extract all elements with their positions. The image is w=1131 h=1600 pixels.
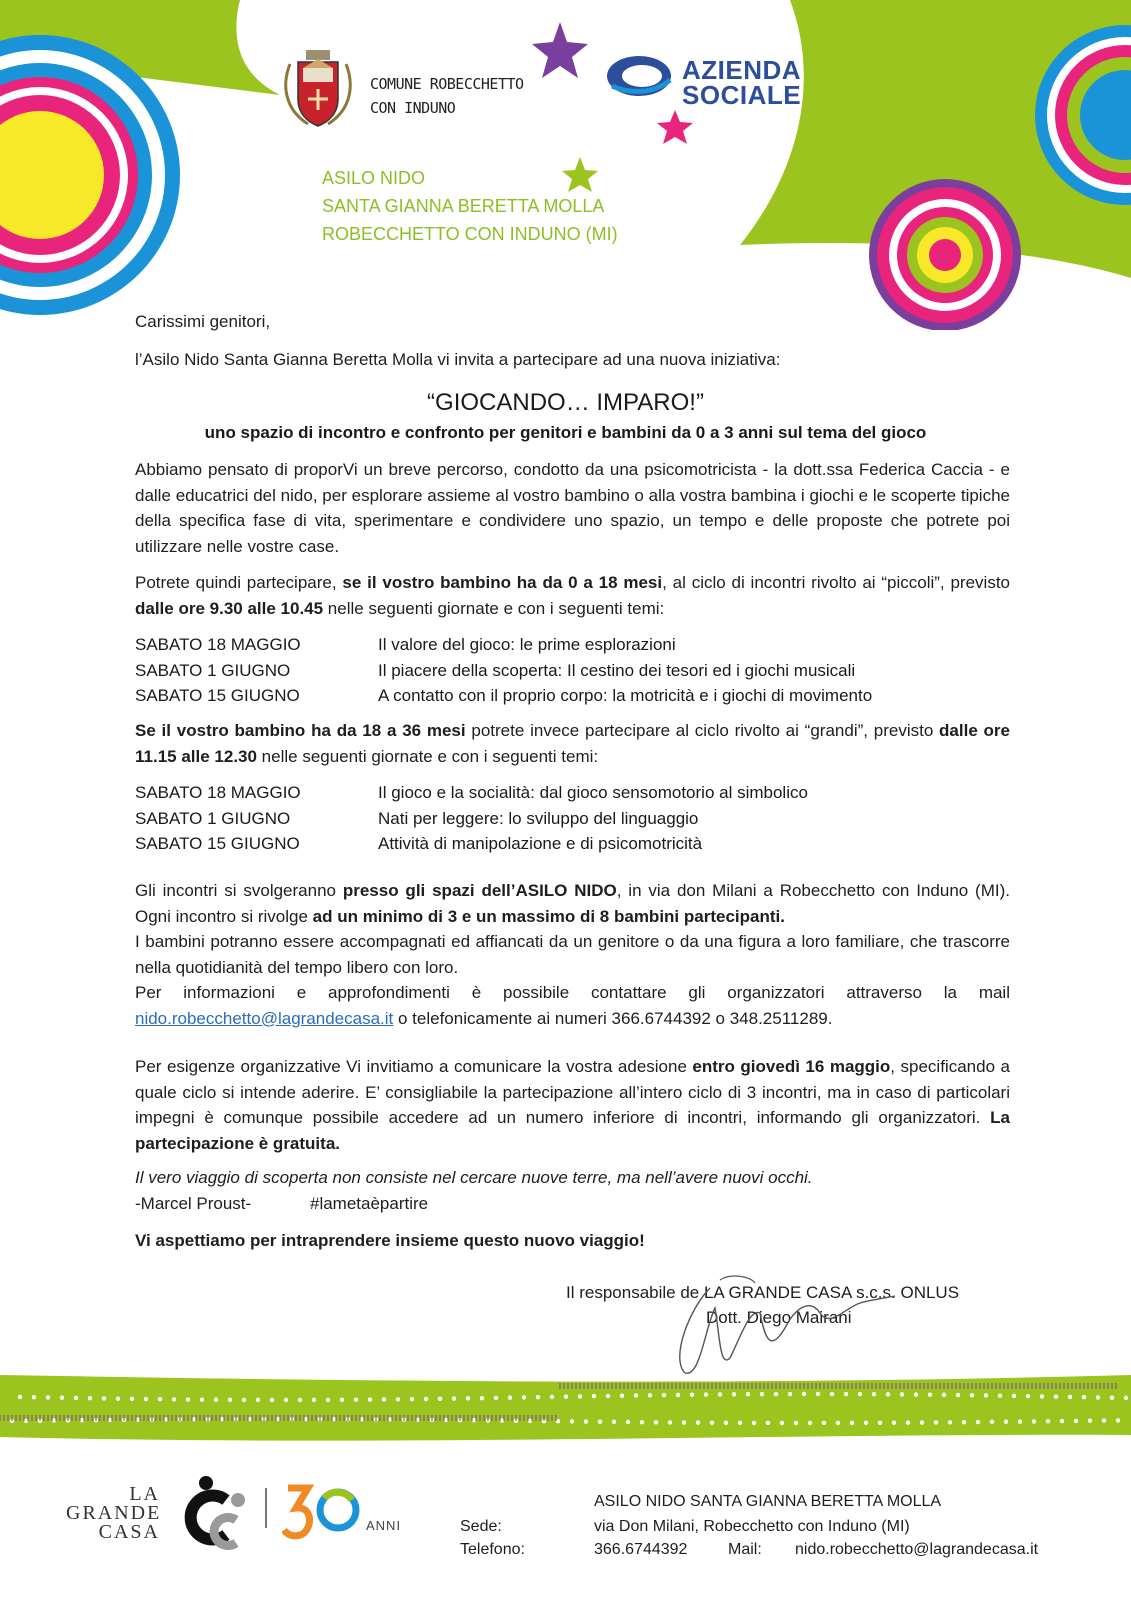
signature-line1: Il responsabile de LA GRANDE CASA s.c.s. ONLUS (566, 1283, 960, 1302)
asilo-title-line: ASILO NIDO (322, 168, 426, 188)
schedule-row: SABATO 1 GIUGNO Il piacere della scoperta: Il cestino dei tesori ed i giochi musicali (135, 660, 856, 680)
footer-org-name: ASILO NIDO SANTA GIANNA BERETTA MOLLA (594, 1493, 942, 1510)
hashtag: #lametaèpartire (310, 1194, 429, 1213)
magenta-star-icon (657, 110, 693, 144)
paragraph-registration: Per esigenze organizzative Vi invitiamo a comunicare la vostra adesione entro giovedì 16 maggio, specificando a quale ciclo si intende aderire. E’ consigliabile la partecipazione all’intero ciclo di 3 incontri, ma in caso di particolari impegni è comunque possibile accedere ad un numero inferiore di incontri, informando gli organizzatori. La partecipazione è gratuita. (135, 1057, 1010, 1153)
comune-crest-logo (278, 44, 358, 134)
azienda-sociale-name: AZIENDA SOCIALE (682, 55, 802, 110)
anni-label: ANNI (366, 1518, 402, 1533)
azienda-sociale-logo-icon (604, 50, 674, 102)
right-bottom-concentric-circle (869, 179, 1021, 330)
footer-address: via Don Milani, Robecchetto con Induno (MI) (594, 1518, 910, 1535)
paragraph-description: Abbiamo pensato di proporVi un breve percorso, condotto da una psicomotricista - la dott.ssa Federica Caccia - e dalle educatrici del nido, per esplorare assieme al vostro bambino o alla vostra bambina i giochi e le scoperte tipiche della specifica fase di vita, sperimentare e condividere uno spazio, un tempo e delle proposte che potrete poi utilizzare nelle vostre case. (135, 460, 1010, 556)
schedule-row: SABATO 15 GIUGNO A contatto con il proprio corpo: la motricità e i giochi di movimento (135, 686, 873, 705)
schedule-row: SABATO 18 MAGGIO Il gioco e la socialità: dal gioco sensomotorio al simbolico (135, 783, 808, 802)
asilo-title-block (322, 164, 618, 248)
paragraph-small-cycle: Potrete quindi partecipare, se il vostro bambino ha da 0 a 18 mesi, al ciclo di incontri rivolto ai “piccoli”, previsto dalle ore 9.30 alle 10.45 nelle seguenti giornate e con i seguenti temi: (135, 573, 1010, 618)
paragraph-big-cycle: Se il vostro bambino ha da 18 a 36 mesi potrete invece partecipare al ciclo rivolto ai “grandi”, previsto dalle ore 11.15 alle 12.30 nelle seguenti giornate e con i seguenti temi: (135, 721, 1011, 766)
la-grande-casa-logo-icon (176, 1475, 256, 1555)
schedule-row: SABATO 18 MAGGIO Il valore del gioco: le prime esplorazioni (135, 635, 676, 654)
email-link[interactable]: nido.robecchetto@lagrandecasa.it (135, 1008, 394, 1028)
comune-name: COMUNE ROBECCHETTO CON INDUNO (370, 75, 524, 117)
paragraph-location: Gli incontri si svolgeranno presso gli spazi dell’ASILO NIDO, in via don Milani a Robecchetto con Induno (MI). Ogni incontro si rivolge ad un minimo di 3 e un massimo di 8 bambini partecipanti. (135, 881, 1010, 926)
schedule-row: SABATO 1 GIUGNO Nati per leggere: lo sviluppo del linguaggio (135, 808, 699, 828)
asilo-title-line: SANTA GIANNA BERETTA MOLLA (322, 196, 605, 216)
paragraph-accompany: I bambini potranno essere accompagnati ed affiancati da un genitore o da una figura a loro familiare, che trascorre nella quotidianità del tempo libero con loro. (135, 932, 1010, 977)
la-grande-casa-wordmark: LA GRANDE CASA (66, 1483, 162, 1543)
greeting: Carissimi genitori, (135, 312, 271, 331)
telefono-label: Telefono: (460, 1541, 525, 1558)
schedule-small (135, 632, 1035, 709)
event-title: “GIOCANDO… IMPARO!” (427, 389, 704, 416)
intro-line: l’Asilo Nido Santa Gianna Beretta Molla vi invita a partecipare ad una nuova iniziativa: (135, 350, 781, 369)
thirty-years-logo-icon (282, 1478, 362, 1548)
footer-mail[interactable]: nido.robecchetto@lagrandecasa.it (795, 1541, 1039, 1558)
schedule-row: SABATO 15 GIUGNO Attività di manipolazione e di psicomotricità (135, 834, 703, 853)
schedule-big (135, 780, 1035, 857)
asilo-title-line: ROBECCHETTO CON INDUNO (MI) (322, 224, 618, 244)
footer-phone: 366.6744392 (594, 1541, 688, 1558)
footer-band-decoration (0, 1375, 1131, 1450)
paragraph-contacts: Per informazioni e approfondimenti è possibile contattare gli organizzatori attraverso la mail nido.robecchetto@lagrandecasa.it o telefonicamente ai numeri 366.6744392 o 348.2511289. (135, 983, 1010, 1028)
quote: Il vero viaggio di scoperta non consiste nel cercare nuove terre, ma nell’avere nuovi occhi. (135, 1168, 813, 1187)
closing-line: Vi aspettiamo per intraprendere insieme questo nuovo viaggio! (135, 1231, 645, 1250)
footer-mail-label: Mail: (728, 1541, 762, 1558)
event-subtitle: uno spazio di incontro e confronto per genitori e bambini da 0 a 3 anni sul tema del gioco (204, 423, 927, 442)
logo-divider (265, 1488, 267, 1528)
handwritten-signature (660, 1268, 900, 1383)
signature-line2: Dott. Diego Mairani (706, 1308, 852, 1327)
sede-label: Sede: (460, 1518, 502, 1535)
quote-author: -Marcel Proust- (135, 1194, 252, 1213)
purple-star-icon (532, 22, 588, 78)
